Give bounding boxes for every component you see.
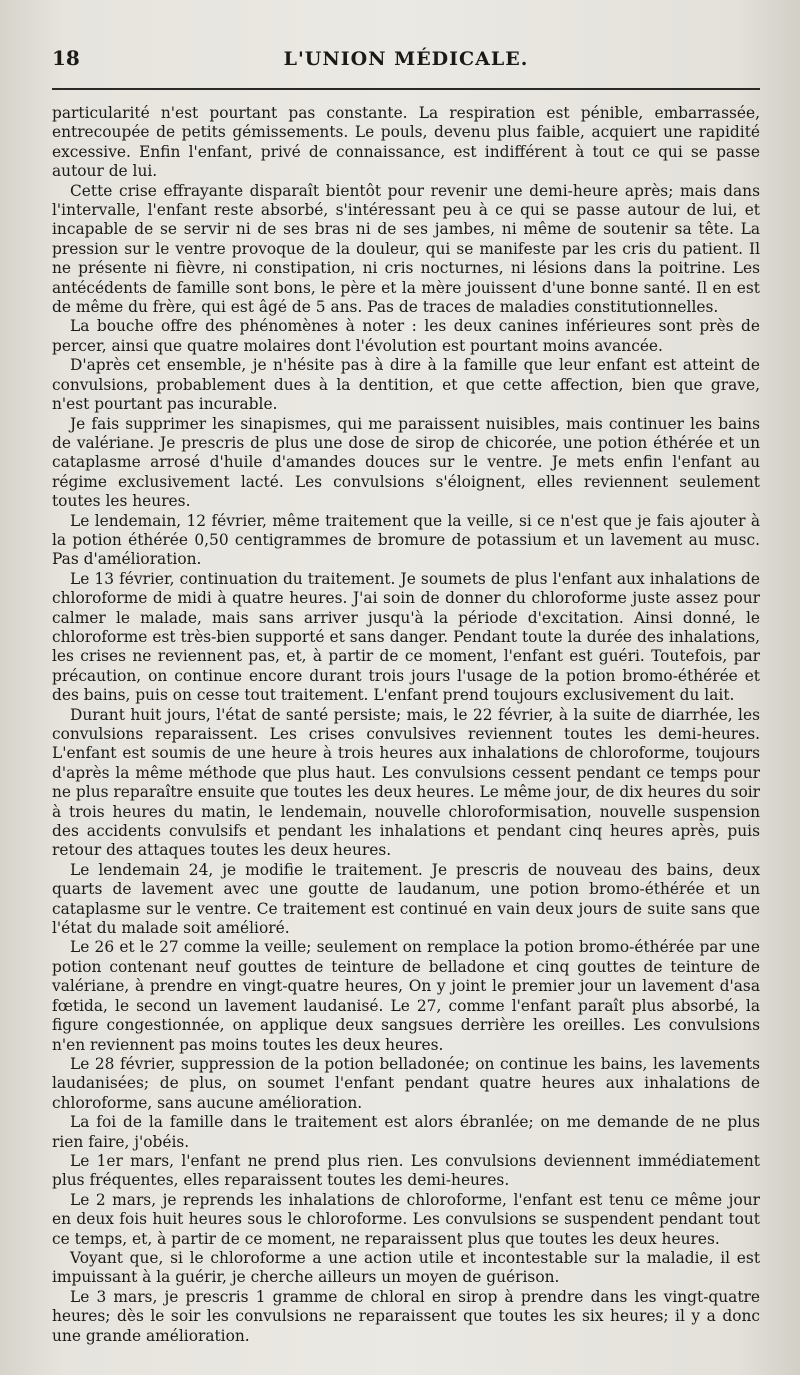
page-header bbox=[52, 46, 760, 82]
body-text bbox=[52, 104, 760, 1346]
running-head: L'UNION MÉDICALE. bbox=[283, 48, 529, 70]
paragraph: Voyant que, si le chloroforme a une action utile et incontestable sur la maladie, il est impuissant à la guérir, je cherche ailleurs un moyen de guérison. bbox=[52, 1248, 760, 1287]
paragraph: Le 13 février, continuation du traitement. Je soumets de plus l'enfant aux inhalations de chloroforme de midi à quatre heures. J'ai soin de donner du chloroforme juste assez pour calmer le malade, mais sans arriver jusqu'à la période d'excitation. Ainsi donné, le chloroforme est très-bien supporté et sans danger. Pendant toute la durée des inhalations, les crises ne reviennent pas, et, à partir de ce moment, l'enfant est guéri. Toutefois, par précaution, on continue encore durant trois jours l'usage de la potion bromo-éthérée et des bains, puis on cesse tout traitement. L'enfant prend toujours exclusivement du lait. bbox=[52, 569, 760, 705]
paragraph: Le 2 mars, je reprends les inhalations de chloroforme, l'enfant est tenu ce même jour en deux fois huit heures sous le chloroforme. Les convulsions se suspendent pendant tout ce temps, et, à partir de ce moment, ne reparaissent plus que toutes les deux heures. bbox=[52, 1190, 760, 1248]
paragraph: Je fais supprimer les sinapismes, qui me paraissent nuisibles, mais continuer les bains de valériane. Je prescris de plus une dose de sirop de chicorée, une potion éthérée et un cataplasme arrosé d'huile d'amandes douces sur le ventre. Je mets enfin l'enfant au régime exclusivement lacté. Les convulsions s'éloignent, elles reviennent seulement toutes les heures. bbox=[52, 414, 760, 511]
paragraph: Cette crise effrayante disparaît bientôt pour revenir une demi-heure après; mais dans l'intervalle, l'enfant reste absorbé, s'intéressant peu à ce qui se passe autour de lui, et incapable de se servir ni de ses bras ni de ses jambes, ni même de soutenir sa tête. La pression sur le ventre provoque de la douleur, qui se manifeste par les cris du patient. Il ne présente ni fièvre, ni constipation, ni cris nocturnes, ni lésions dans la poitrine. Les antécédents de famille sont bons, le père et la mère jouissent d'une bonne santé. Il en est de même du frère, qui est âgé de 5 ans. Pas de traces de maladies constitutionnelles. bbox=[52, 181, 760, 317]
paragraph: La foi de la famille dans le traitement est alors ébranlée; on me demande de ne plus rien faire, j'obéis. bbox=[52, 1113, 760, 1151]
header-rule bbox=[52, 88, 760, 90]
paragraph: Le lendemain 24, je modifie le traitement. Je prescris de nouveau des bains, deux quarts de lavement avec une goutte de laudanum, une potion bromo-éthérée et un cataplasme sur le ventre. Ce traitement est continué en vain deux jours de suite sans que l'état du malade soit amélioré. bbox=[52, 860, 760, 938]
paragraph: Le lendemain, 12 février, même traitement que la veille, si ce n'est que je fais ajouter à la potion éthérée 0,50 centigrammes de bromure de potassium et un lavement au musc. Pas d'amélioration. bbox=[52, 511, 760, 569]
paragraph: Le 26 et le 27 comme la veille; seulement on remplace la potion bromo-éthérée par une potion contenant neuf gouttes de teinture de belladone et cinq gouttes de teinture de valériane, à prendre en vingt-quatre heures, On y joint le premier jour un lavement d'asa fœtida, le second un lavement laudanisé. Le 27, comme l'enfant paraît plus absorbé, la figure congestionnée, on applique deux sangsues derrière les oreilles. Les convulsions n'en reviennent pas moins toutes les deux heures. bbox=[52, 938, 760, 1054]
paragraph: particularité n'est pourtant pas constante. La respiration est pénible, embarrassée, entrecoupée de petits gémissements. Le pouls, devenu plus faible, acquiert une rapidité excessive. Enfin l'enfant, privé de connaissance, est indifférent à tout ce qui se passe autour de lui. bbox=[52, 104, 760, 181]
paragraph: La bouche offre des phénomènes à noter : les deux canines inférieures sont près de percer, ainsi que quatre molaires dont l'évolution est pourtant moins avancée. bbox=[52, 317, 760, 355]
paragraph: Le 3 mars, je prescris 1 gramme de chloral en sirop à prendre dans les vingt-quatre heures; dès le soir les convulsions ne reparaissent que toutes les six heures; il y a donc une grande amélioration. bbox=[52, 1287, 760, 1345]
paragraph: Le 1er mars, l'enfant ne prend plus rien. Les convulsions deviennent immédiatement plus fréquentes, elles reparaissent toutes les demi-heures. bbox=[52, 1151, 760, 1190]
paragraph: D'après cet ensemble, je n'hésite pas à dire à la famille que leur enfant est atteint de convulsions, probablement dues à la dentition, et que cette affection, bien que grave, n'est pourtant pas incurable. bbox=[52, 356, 760, 414]
page-number: 18 bbox=[52, 46, 80, 70]
paragraph: Durant huit jours, l'état de santé persiste; mais, le 22 février, à la suite de diarrhée, les convulsions reparaissent. Les crises convulsives reviennent toutes les demi-heures. L'enfant est soumis de une heure à trois heures aux inhalations de chloroforme, toujours d'après la même méthode que plus haut. Les convulsions cessent pendant ce temps pour ne plus reparaître ensuite que toutes les deux heures. Le même jour, de dix heures du soir à trois heures du matin, le lendemain, nouvelle chloroformisation, nouvelle suspension des accidents convulsifs et pendant les inhalations et pendant cinq heures après, puis retour des attaques toutes les deux heures. bbox=[52, 705, 760, 860]
paragraph: Le 28 février, suppression de la potion belladonée; on continue les bains, les lavements laudanisées; de plus, on soumet l'enfant pendant quatre heures aux inhalations de chloroforme, sans aucune amélioration. bbox=[52, 1054, 760, 1112]
